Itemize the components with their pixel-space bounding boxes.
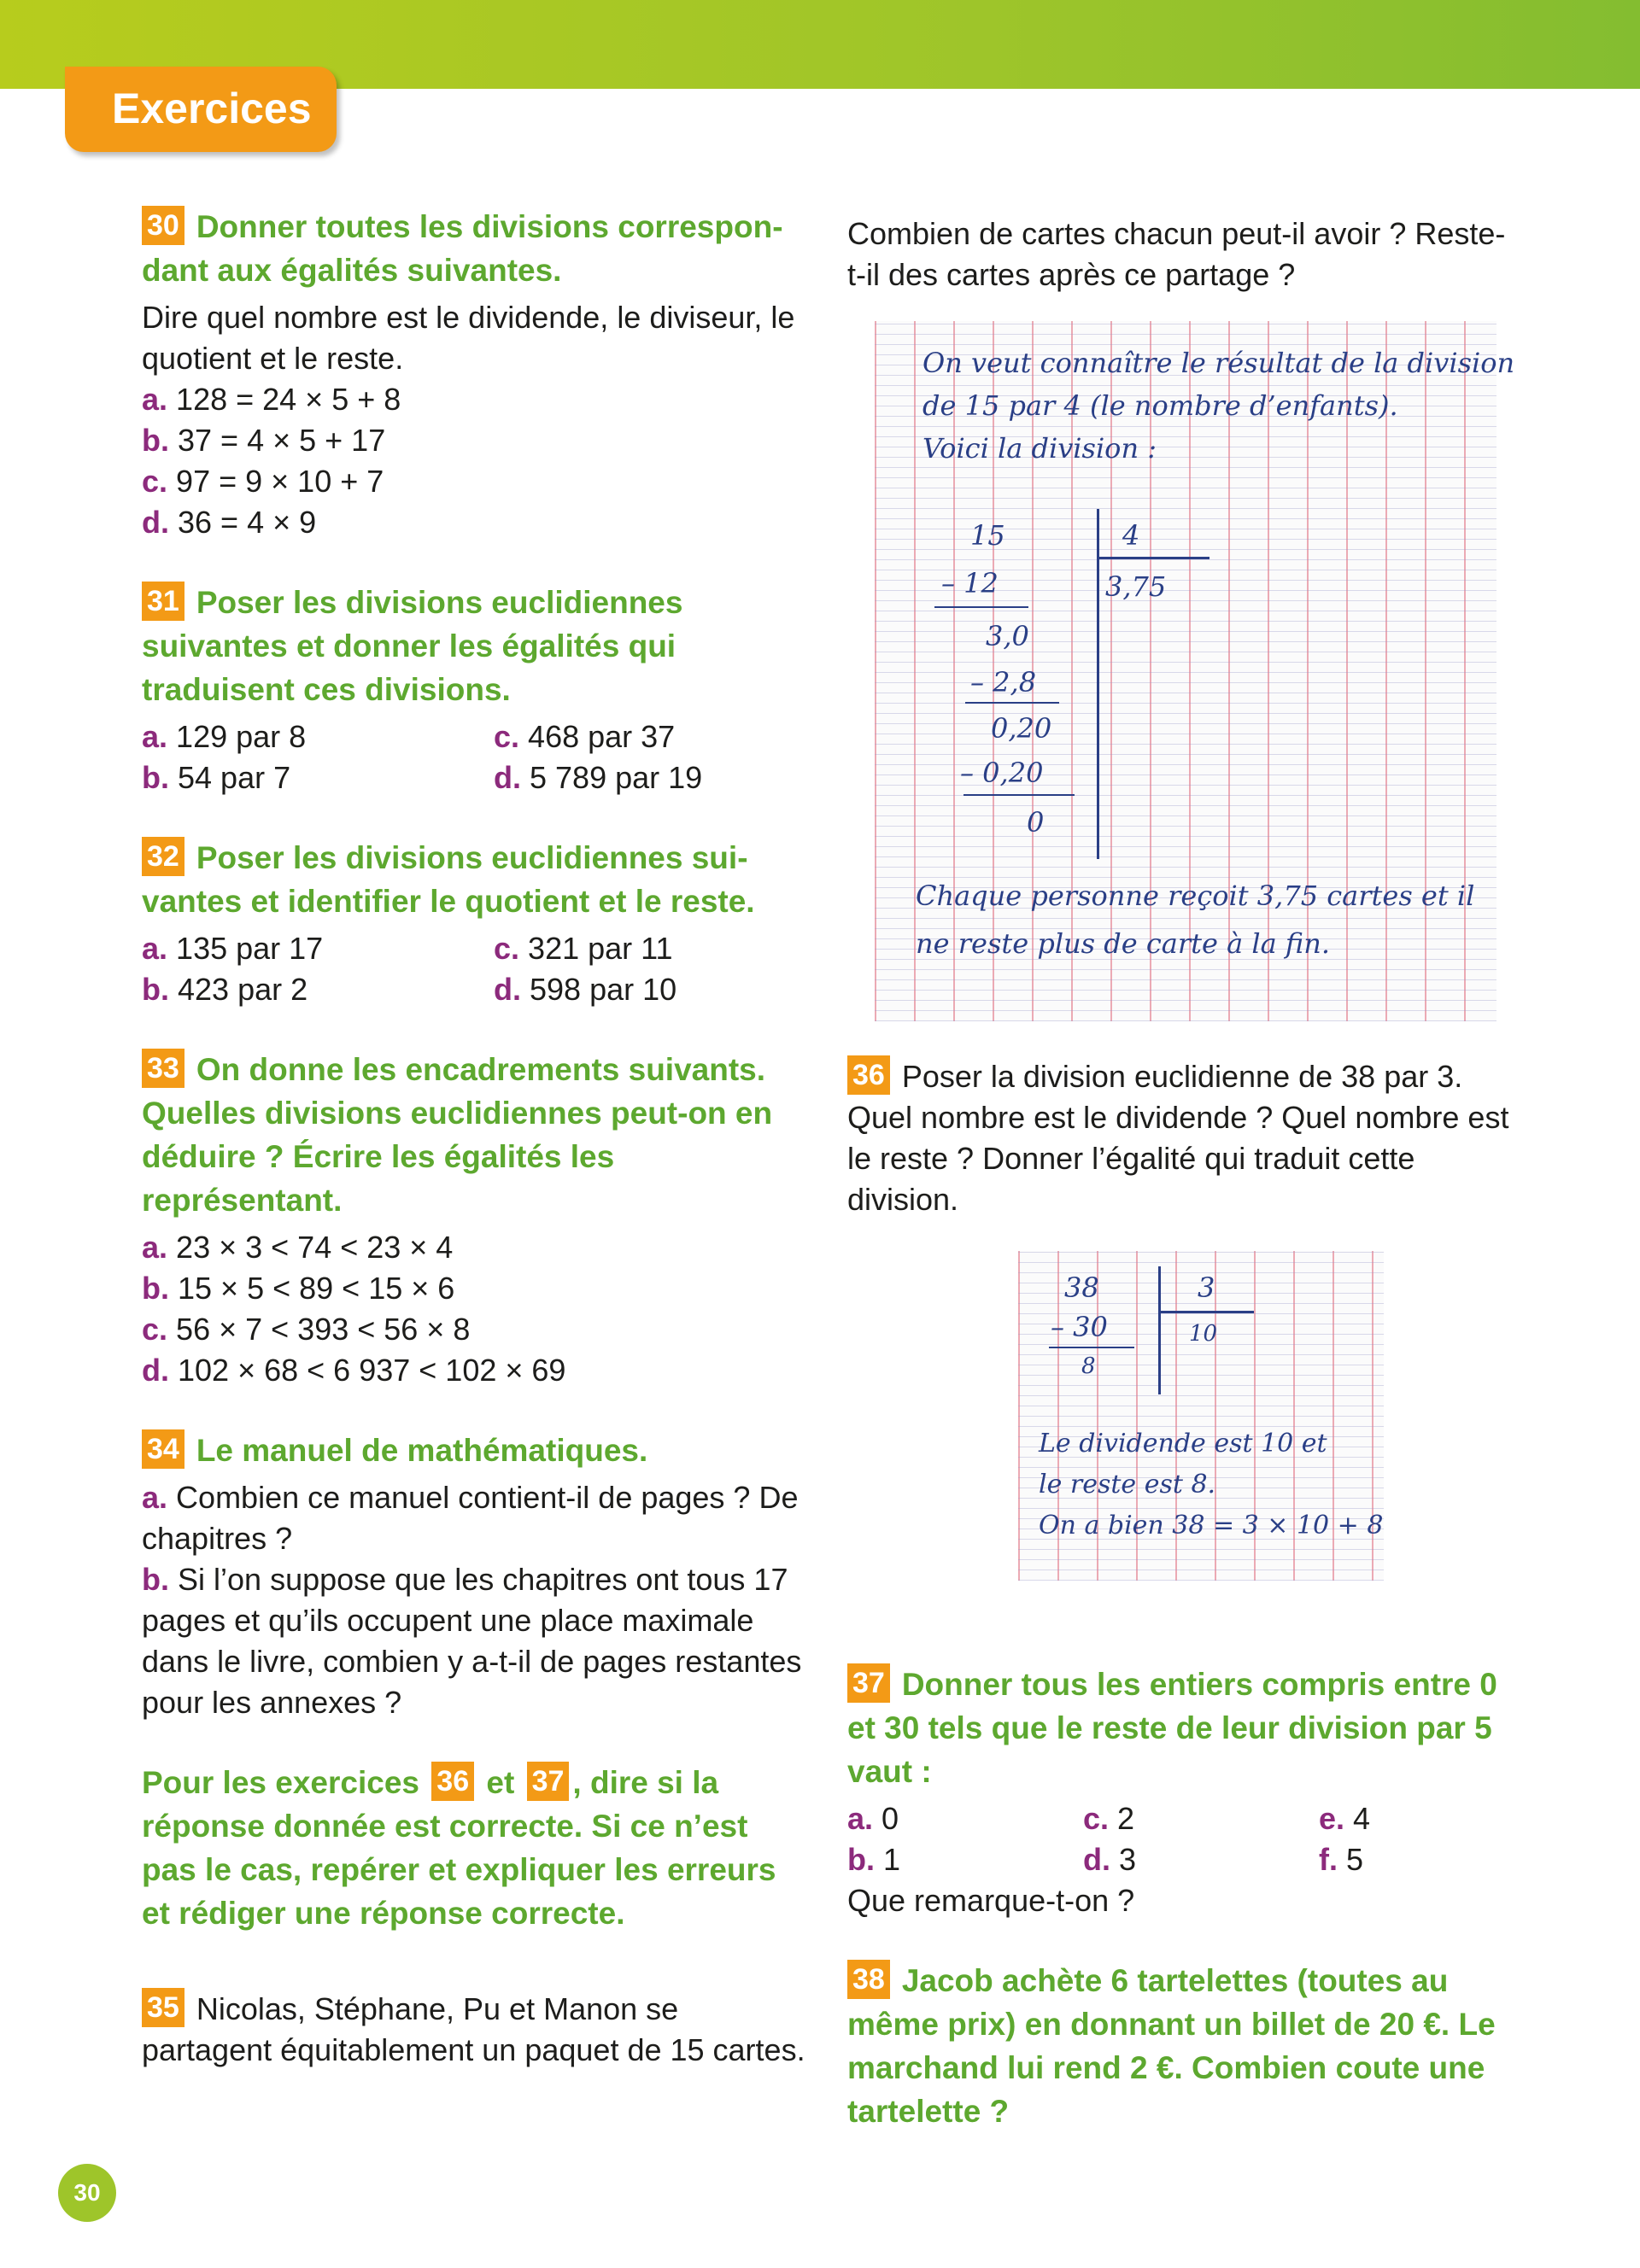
exercise-intro: Dire quel nombre est le dividende, le diviseur, le quotient et le reste. — [142, 300, 795, 376]
section-tab-label: Exercices — [112, 85, 312, 132]
hw-division-bar — [1097, 509, 1099, 859]
hw-step: – 0,20 — [960, 757, 1044, 789]
exercise-number: 32 — [142, 837, 184, 876]
exercise-title: 34 Le manuel de mathématiques. — [142, 1429, 808, 1472]
exercise-31 — [142, 581, 808, 798]
list-item: f. 5 — [1319, 1842, 1364, 1877]
exercise-part-a: a. Combien ce manuel contient-il de pages ? De chapitres ? — [142, 1480, 799, 1556]
hw-rule — [1049, 1347, 1134, 1348]
list-item: a. 0 — [847, 1801, 899, 1836]
list-item: a. 129 par 8 — [142, 719, 307, 754]
list-item: d. 3 — [1083, 1842, 1137, 1877]
hw-step: 0 — [1027, 806, 1045, 839]
hw-quotient: 10 — [1189, 1321, 1218, 1347]
item-list — [142, 928, 808, 1010]
item-list — [142, 716, 808, 798]
hw-dividend: 15 — [970, 519, 1005, 552]
list-item: a. 135 par 17 — [142, 931, 324, 966]
exercise-text: 36 Poser la division euclidienne de 38 par 3. Quel nombre est le dividende ? Quel nombre est le reste ? Donner l’égalité qui traduit cette division. — [847, 1055, 1514, 1220]
exercise-number: 37 — [847, 1663, 890, 1703]
exercise-number: 36 — [847, 1055, 890, 1095]
list-item: c. 97 = 9 × 10 + 7 — [142, 464, 384, 499]
hw-divisor: 3 — [1198, 1271, 1215, 1304]
item-list — [142, 379, 808, 543]
list-item: b. 1 — [847, 1842, 901, 1877]
hw-rule — [934, 606, 1028, 608]
exercise-35-continued: Combien de cartes chacun peut-il avoir ? Reste-t-il des cartes après ce partage ? — [847, 216, 1506, 292]
hw-division-bar — [1098, 557, 1210, 559]
exercise-32 — [142, 836, 808, 1010]
list-item: b. 423 par 2 — [142, 972, 308, 1007]
exercise-text: 35 Nicolas, Stéphane, Pu et Manon se partagent équitablement un paquet de 15 cartes. — [142, 1988, 808, 2071]
hw-rule — [965, 702, 1059, 704]
exercise-36 — [847, 1055, 1514, 1220]
exercise-question: Que remarque-t-on ? — [847, 1883, 1135, 1918]
list-item: c. 56 × 7 < 393 < 56 × 8 — [142, 1312, 471, 1347]
hw-line: Voici la division : — [922, 432, 1157, 465]
list-item: c. 321 par 11 — [494, 931, 673, 966]
left-column — [142, 205, 808, 2108]
hw-dividend: 38 — [1064, 1271, 1099, 1304]
hw-divisor: 4 — [1122, 519, 1140, 552]
exercise-34 — [142, 1429, 808, 1723]
hw-rule — [964, 794, 1075, 796]
exercise-title: 31 Poser les divisions euclidiennes suivantes et donner les égalités qui traduisent ces divisions. — [142, 581, 808, 711]
exercise-number: 33 — [142, 1049, 184, 1088]
exercise-part-b: b. Si l’on suppose que les chapitres ont tous 17 pages et qu’ils occupent une place maximale dans le livre, combien y a-t-il de pages restantes pour les annexes ? — [142, 1562, 802, 1720]
hw-step: – 30 — [1051, 1311, 1108, 1343]
list-item: a. 23 × 3 < 74 < 23 × 4 — [142, 1230, 454, 1265]
exercise-35 — [142, 1988, 808, 2071]
list-item: b. 15 × 5 < 89 < 15 × 6 — [142, 1271, 455, 1306]
hw-line: de 15 par 4 (le nombre d’enfants). — [922, 389, 1398, 422]
exercise-38 — [847, 1959, 1514, 2133]
hw-line: On veut connaître le résultat de la division — [922, 347, 1515, 379]
list-item: c. 2 — [1083, 1801, 1135, 1836]
exercise-number: 38 — [847, 1960, 890, 1999]
exercise-title: 37 Donner tous les entiers compris entre 0 et 30 tels que le reste de leur division par 5 vaut : — [847, 1663, 1514, 1793]
exercise-number: 36 — [431, 1762, 474, 1801]
hw-step: – 2,8 — [970, 666, 1037, 699]
hw-line: Le dividende est 10 et — [1039, 1429, 1327, 1458]
exercise-number: 37 — [527, 1762, 570, 1801]
list-item: b. 54 par 7 — [142, 760, 291, 795]
hw-line: ne reste plus de carte à la fin. — [916, 927, 1330, 960]
exercise-title: 38 Jacob achète 6 tartelettes (toutes au même prix) en donnant un billet de 20 €. Le marchand lui rend 2 €. Combien coute une tartelette ? — [847, 1959, 1514, 2133]
hw-line: Chaque personne reçoit 3,75 cartes et il — [916, 880, 1475, 912]
exercise-title: 32 Poser les divisions euclidiennes suivantes et identifier le quotient et le reste. — [142, 836, 808, 923]
item-list — [847, 1798, 1514, 1880]
instruction-note: Pour les exercices 36 et 37 , dire si la réponse donnée est correcte. Si ce n’est pas le cas, repérer et expliquer les erreurs et rédiger une réponse correcte. — [142, 1761, 808, 1935]
list-item: c. 468 par 37 — [494, 719, 676, 754]
hw-rest: 8 — [1081, 1353, 1096, 1379]
list-item: d. 598 par 10 — [494, 972, 677, 1007]
item-list — [142, 1227, 808, 1391]
exercise-number: 31 — [142, 582, 184, 621]
handwritten-answer-35 — [875, 321, 1515, 1021]
right-column — [847, 208, 1514, 2171]
exercise-title: 30 Donner toutes les divisions correspondant aux égalités suivantes. — [142, 205, 808, 292]
list-item: d. 102 × 68 < 6 937 < 102 × 69 — [142, 1353, 566, 1388]
hw-step: 0,20 — [991, 712, 1052, 745]
list-item: d. 5 789 par 19 — [494, 760, 703, 795]
hw-step: – 12 — [941, 567, 999, 599]
list-item: e. 4 — [1319, 1801, 1371, 1836]
hw-quotient: 3,75 — [1105, 570, 1167, 603]
exercise-33 — [142, 1048, 808, 1391]
list-item: b. 37 = 4 × 5 + 17 — [142, 423, 386, 458]
list-item: d. 36 = 4 × 9 — [142, 505, 317, 540]
hw-step: 3,0 — [986, 620, 1029, 652]
list-item: a. 128 = 24 × 5 + 8 — [142, 382, 401, 417]
section-tab — [65, 67, 337, 152]
exercise-number: 35 — [142, 1988, 184, 2027]
hw-line: le reste est 8. — [1039, 1470, 1216, 1499]
exercise-37 — [847, 1663, 1514, 1921]
exercise-number: 34 — [142, 1429, 184, 1469]
page-number: 30 — [58, 2164, 116, 2222]
exercise-title: 33 On donne les encadrements suivants. Quelles divisions euclidiennes peut-on en déduire ? Écrire les égalités les représentant. — [142, 1048, 808, 1222]
handwritten-answer-36 — [1018, 1251, 1384, 1581]
hw-division-bar — [1158, 1266, 1161, 1394]
exercise-number: 30 — [142, 206, 184, 245]
hw-division-bar — [1160, 1311, 1254, 1313]
hw-line: On a bien 38 = 3 × 10 + 8 — [1039, 1511, 1384, 1540]
exercise-30 — [142, 205, 808, 543]
